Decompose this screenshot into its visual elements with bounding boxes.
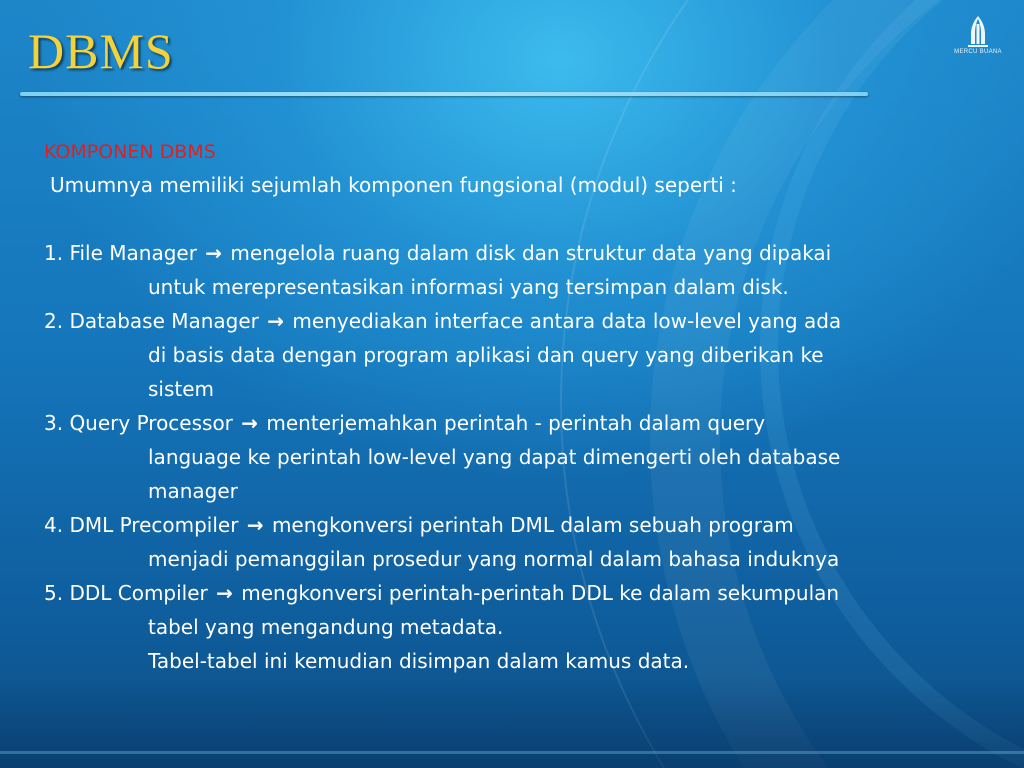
arrow-right-icon: → [205,241,223,265]
component-list [44,236,984,678]
section-heading: KOMPONEN DBMS [44,141,216,163]
intro-text: Umumnya memiliki sejumlah komponen fungsional (modul) seperti : [50,173,737,197]
description-continuation: untuk merepresentasikan informasi yang tersimpan dalam disk. [148,275,789,299]
component-description: mengkonversi perintah-perintah DDL ke dalam sekumpulan [241,581,840,605]
arrow-right-icon: → [241,411,259,435]
bottom-divider [0,751,1024,754]
bottom-shade [0,678,1024,768]
blank-line [44,202,984,236]
title-underline [20,92,868,96]
description-continuation: tabel yang mengandung metadata. [148,615,504,639]
arrow-right-icon: → [246,513,264,537]
component-description: mengelola ruang dalam disk dan struktur data yang dipakai [230,241,832,265]
description-continuation: sistem [148,377,215,401]
description-continuation: manager [148,479,238,503]
list-item [44,508,984,576]
description-continuation: language ke perintah low-level yang dapat dimengerti oleh database [148,445,841,469]
component-label: 4. DML Precompiler [44,513,239,537]
list-item [44,406,984,508]
component-label: 3. Query Processor [44,411,233,435]
component-description: mengkonversi perintah DML dalam sebuah program [271,513,794,537]
arrow-right-icon: → [216,581,233,605]
description-continuation: Tabel-tabel ini kemudian disimpan dalam kamus data. [148,649,690,673]
component-description: menterjemahkan perintah - perintah dalam query [266,411,766,435]
slide-title: DBMS [28,23,174,79]
slide-body [44,136,984,678]
component-label: 2. Database Manager [44,309,259,333]
component-label: 1. File Manager [44,241,197,265]
list-item [44,304,984,406]
list-item [44,236,984,304]
description-continuation: menjadi pemanggilan prosedur yang normal dalam bahasa induknya [148,547,840,571]
description-continuation: di basis data dengan program aplikasi dan query yang diberikan ke [148,343,824,367]
university-logo [942,14,1014,70]
component-description: menyediakan interface antara data low-level yang ada [292,309,842,333]
component-label: 5. DDL Compiler [44,581,208,605]
list-item [44,576,984,678]
logo-text: MERCU BUANA [954,49,1002,55]
arrow-right-icon: → [267,309,285,333]
university-logo-icon [963,14,993,48]
